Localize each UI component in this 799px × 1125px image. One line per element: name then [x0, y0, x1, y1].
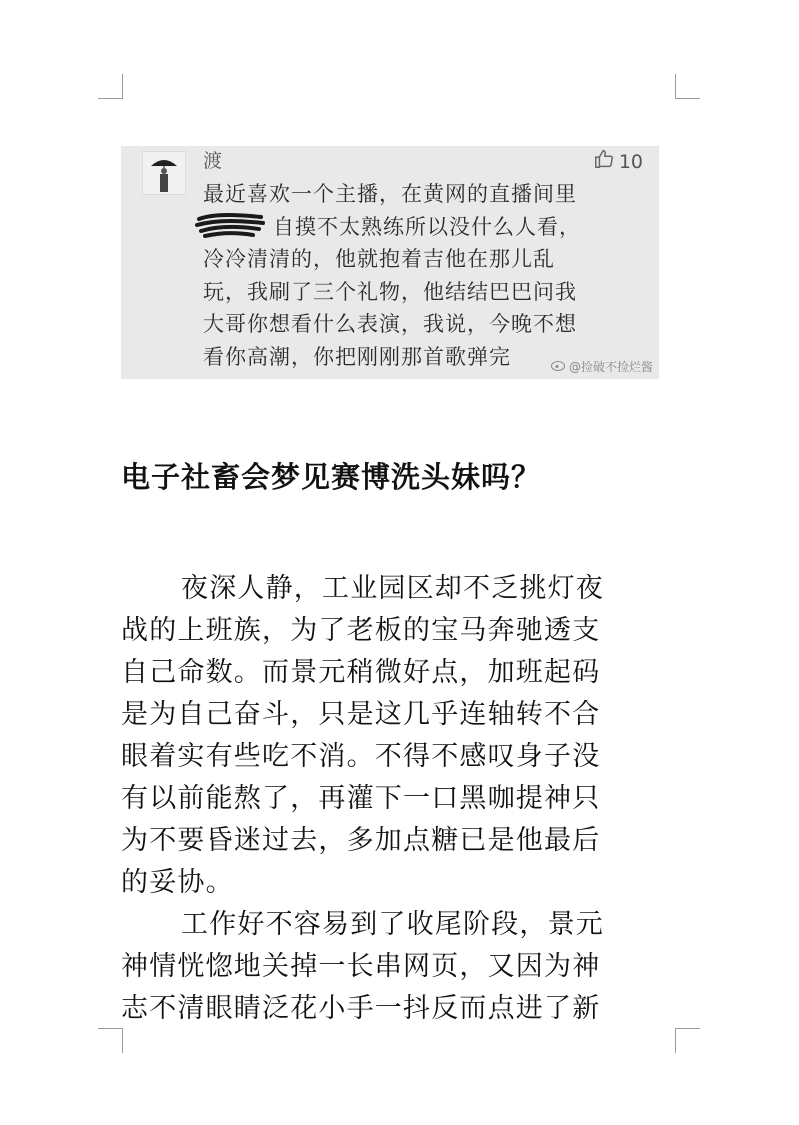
watermark-text: @捡破不捡烂酱: [568, 360, 653, 374]
text-line: 眼着实有些吃不消。不得不感叹身子没: [121, 741, 601, 772]
comment-line: 看你高潮，你把刚刚那首歌弹完: [203, 344, 511, 369]
text-line: 有以前能熬了，再灌下一口黑咖提神只: [121, 783, 601, 814]
avatar: [142, 151, 186, 195]
comment-screenshot: [121, 146, 659, 379]
article-body: [121, 568, 677, 1030]
crop-mark-bottom-right: [675, 1028, 700, 1053]
comment-text: [203, 178, 643, 373]
comment-line: 大哥你想看什么表演，我说，今晚不想: [203, 312, 577, 336]
comment-line: 自摸不太熟练所以没什么人看，: [273, 214, 581, 239]
comment-line: 冷冷清清的，他就抱着吉他在那儿乱: [203, 247, 555, 271]
text-line: 志不清眼睛泛花小手一抖反而点进了新: [121, 993, 601, 1024]
text-line: 夜深人静，工业园区却不乏挑灯夜: [181, 573, 604, 604]
crop-mark-top-right: [675, 74, 700, 99]
comment-line: 玩，我刷了三个礼物，他结结巴巴问我: [203, 279, 577, 304]
text-line: 神情恍惚地关掉一长串网页，又因为神: [121, 951, 601, 982]
text-line: 战的上班族，为了老板的宝马奔驰透支: [121, 615, 601, 646]
comment-line: 最近喜欢一个主播，在黄网的直播间里: [203, 182, 577, 206]
weibo-logo-icon: [551, 359, 567, 374]
watermark: [551, 358, 653, 375]
like-count: 10: [618, 150, 643, 173]
like-button[interactable]: [593, 148, 643, 175]
text-line: 为不要昏迷过去，多加点糖已是他最后: [121, 825, 601, 856]
thumbs-up-icon: [593, 148, 615, 175]
text-line: 的妥协。: [121, 867, 234, 898]
crop-mark-bottom-left: [98, 1028, 123, 1053]
article-title: 电子社畜会梦见赛博洗头妹吗？: [121, 460, 542, 494]
text-line: 自己命数。而景元稍微好点，加班起码: [121, 657, 601, 688]
text-line: 工作好不容易到了收尾阶段，景元: [181, 909, 604, 940]
username: 渡: [203, 150, 223, 172]
crop-mark-top-left: [98, 74, 123, 99]
text-line: 是为自己奋斗，只是这几乎连轴转不合: [121, 699, 601, 730]
redaction-scribble: [195, 209, 267, 243]
